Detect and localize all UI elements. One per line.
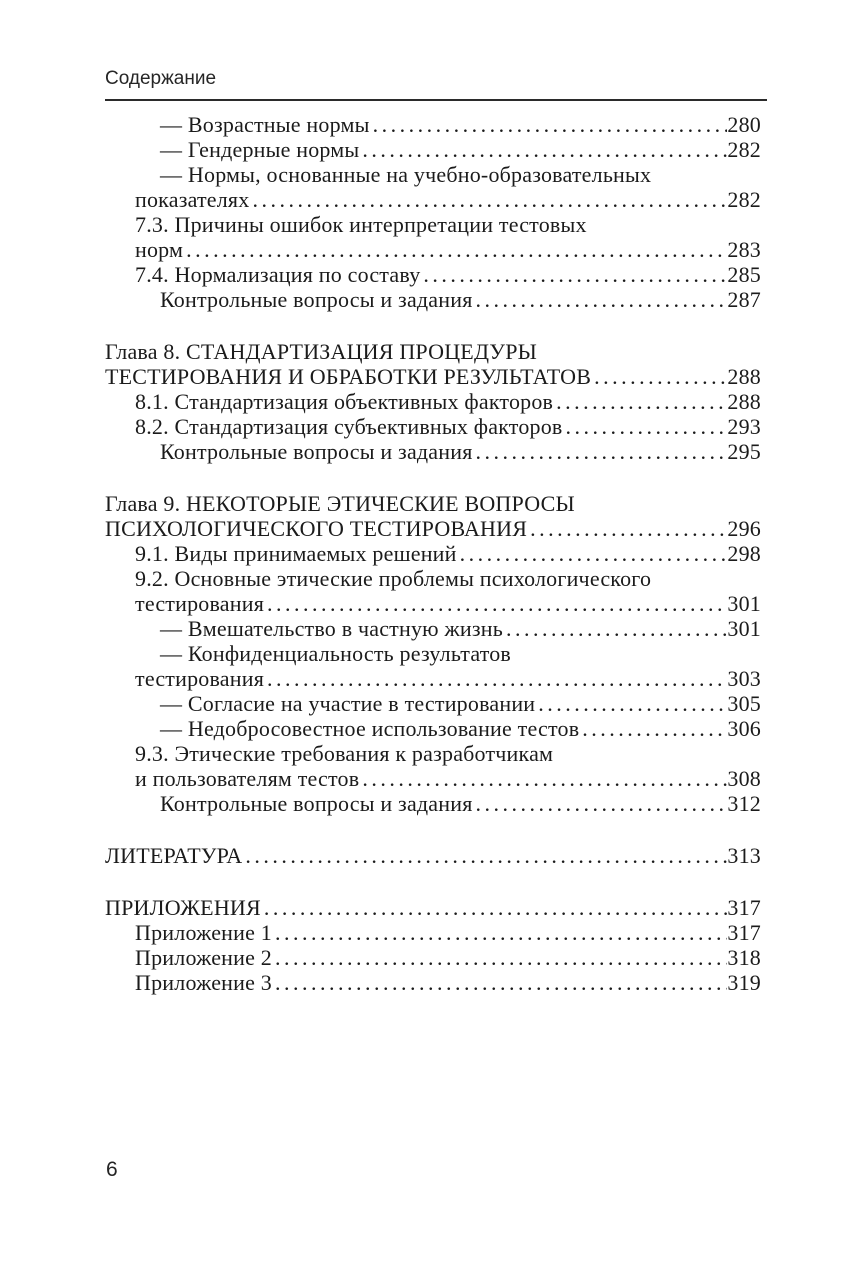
toc-entry bbox=[105, 516, 767, 541]
dot-leader bbox=[186, 237, 727, 262]
dot-leader bbox=[594, 364, 727, 389]
toc-entry bbox=[105, 137, 767, 162]
dot-leader bbox=[373, 112, 728, 137]
toc-entry bbox=[105, 666, 767, 691]
toc-entry-page: 282 bbox=[727, 187, 761, 212]
dot-leader bbox=[476, 791, 728, 816]
dot-leader bbox=[476, 439, 728, 464]
toc-entry bbox=[105, 541, 767, 566]
toc-entry-text: тестирования bbox=[135, 666, 265, 691]
toc-entry-text: 7.4. Нормализация по составу bbox=[135, 262, 421, 287]
toc-entry-text: — Согласие на участие в тестировании bbox=[160, 691, 536, 716]
toc-entry-page: 303 bbox=[727, 666, 761, 691]
toc-group bbox=[105, 895, 767, 995]
toc-entry-page: 318 bbox=[727, 945, 761, 970]
toc-entry-text: ПСИХОЛОГИЧЕСКОГО ТЕСТИРОВАНИЯ bbox=[105, 516, 528, 541]
dot-leader bbox=[566, 414, 728, 439]
toc-group bbox=[105, 112, 767, 312]
toc-entry-text: Приложение 2 bbox=[135, 945, 272, 970]
toc-entry-page: 287 bbox=[727, 287, 761, 312]
toc-entry bbox=[105, 791, 767, 816]
toc-entry-text: 9.1. Виды принимаемых решений bbox=[135, 541, 457, 566]
toc-entry bbox=[105, 491, 767, 516]
toc-entry bbox=[105, 616, 767, 641]
toc-entry-text: — Нормы, основанные на учебно-образовательных bbox=[160, 162, 652, 187]
toc-entry bbox=[105, 641, 767, 666]
dot-leader bbox=[460, 541, 728, 566]
toc-entry-text: — Конфиденциальность результатов bbox=[160, 641, 512, 666]
toc-entry-text: Глава 8. СТАНДАРТИЗАЦИЯ ПРОЦЕДУРЫ bbox=[105, 339, 538, 364]
toc-entry-text: 8.1. Стандартизация объективных факторов bbox=[135, 389, 554, 414]
toc-entry-page: 280 bbox=[727, 112, 761, 137]
toc-entry bbox=[105, 691, 767, 716]
dot-leader bbox=[264, 895, 728, 920]
toc-entry bbox=[105, 439, 767, 464]
dot-leader bbox=[538, 691, 727, 716]
dot-leader bbox=[362, 137, 727, 162]
toc-entry-text: ПРИЛОЖЕНИЯ bbox=[105, 895, 261, 920]
toc-entry-page: 308 bbox=[727, 766, 761, 791]
toc-group bbox=[105, 339, 767, 464]
toc-entry-page: 285 bbox=[727, 262, 761, 287]
dot-leader bbox=[556, 389, 727, 414]
toc-entry bbox=[105, 843, 767, 868]
toc-entry-page: 317 bbox=[727, 895, 761, 920]
dot-leader bbox=[423, 262, 727, 287]
dot-leader bbox=[267, 591, 727, 616]
toc-entry-page: 283 bbox=[727, 237, 761, 262]
toc-entry-page: 313 bbox=[727, 843, 761, 868]
toc-entry bbox=[105, 566, 767, 591]
toc-entry-page: 296 bbox=[727, 516, 761, 541]
toc-entry-text: Контрольные вопросы и задания bbox=[160, 287, 473, 312]
toc-entry-page: 301 bbox=[727, 591, 761, 616]
toc-entry-text: 7.3. Причины ошибок интерпретации тестовых bbox=[135, 212, 587, 237]
toc-entry-text: Контрольные вопросы и задания bbox=[160, 791, 473, 816]
dot-leader bbox=[275, 970, 727, 995]
dot-leader bbox=[275, 920, 727, 945]
toc-entry-page: 288 bbox=[727, 389, 761, 414]
toc-entry bbox=[105, 716, 767, 741]
toc-entry-page: 317 bbox=[727, 920, 761, 945]
toc-entry-text: ЛИТЕРАТУРА bbox=[105, 843, 243, 868]
toc-group bbox=[105, 491, 767, 816]
toc-entry-text: Приложение 3 bbox=[135, 970, 272, 995]
toc-entry-text: Глава 9. НЕКОТОРЫЕ ЭТИЧЕСКИЕ ВОПРОСЫ bbox=[105, 491, 575, 516]
toc-entry bbox=[105, 945, 767, 970]
dot-leader bbox=[506, 616, 727, 641]
toc-entry bbox=[105, 339, 767, 364]
toc-entry-page: 319 bbox=[727, 970, 761, 995]
dot-leader bbox=[275, 945, 727, 970]
toc-entry-page: 298 bbox=[727, 541, 761, 566]
toc-entry-page: 295 bbox=[727, 439, 761, 464]
toc-entry-page: 282 bbox=[727, 137, 761, 162]
toc-entry-text: 9.3. Этические требования к разработчикам bbox=[135, 741, 554, 766]
toc-entry bbox=[105, 212, 767, 237]
toc-entry-page: 288 bbox=[727, 364, 761, 389]
dot-leader bbox=[362, 766, 727, 791]
toc-entry-page: 312 bbox=[727, 791, 761, 816]
toc-entry-text: 8.2. Стандартизация субъективных факторов bbox=[135, 414, 563, 439]
toc-entry-text: — Вмешательство в частную жизнь bbox=[160, 616, 503, 641]
toc-entry bbox=[105, 414, 767, 439]
toc-entry-text: и пользователям тестов bbox=[135, 766, 360, 791]
toc-entry-page: 301 bbox=[727, 616, 761, 641]
toc-entry bbox=[105, 262, 767, 287]
toc-entry bbox=[105, 287, 767, 312]
toc-entry bbox=[105, 389, 767, 414]
dot-leader bbox=[252, 187, 727, 212]
toc-entry-text: Контрольные вопросы и задания bbox=[160, 439, 473, 464]
toc-entry-text: норм bbox=[135, 237, 184, 262]
toc-entry bbox=[105, 112, 767, 137]
toc-entry bbox=[105, 895, 767, 920]
toc-entry bbox=[105, 920, 767, 945]
toc-entry-page: 306 bbox=[727, 716, 761, 741]
dot-leader bbox=[530, 516, 727, 541]
toc-entry bbox=[105, 591, 767, 616]
toc-entry bbox=[105, 187, 767, 212]
toc-entry-text: показателях bbox=[135, 187, 250, 212]
running-header: Содержание bbox=[105, 68, 767, 101]
toc-entry bbox=[105, 970, 767, 995]
toc-entry bbox=[105, 237, 767, 262]
page-number: 6 bbox=[106, 1158, 118, 1181]
dot-leader bbox=[245, 843, 727, 868]
toc-entry bbox=[105, 766, 767, 791]
toc-entry-page: 305 bbox=[727, 691, 761, 716]
toc-entry bbox=[105, 741, 767, 766]
dot-leader bbox=[582, 716, 727, 741]
toc-entry-page: 293 bbox=[727, 414, 761, 439]
toc-entry-text: 9.2. Основные этические проблемы психологического bbox=[135, 566, 652, 591]
toc-entry-text: — Гендерные нормы bbox=[160, 137, 360, 162]
toc-entry-text: Приложение 1 bbox=[135, 920, 272, 945]
toc bbox=[105, 112, 767, 995]
toc-group bbox=[105, 843, 767, 868]
toc-entry bbox=[105, 364, 767, 389]
toc-entry-text: — Недобросовестное использование тестов bbox=[160, 716, 580, 741]
toc-entry-text: ТЕСТИРОВАНИЯ И ОБРАБОТКИ РЕЗУЛЬТАТОВ bbox=[105, 364, 592, 389]
dot-leader bbox=[267, 666, 727, 691]
toc-entry-text: тестирования bbox=[135, 591, 265, 616]
toc-entry-text: — Возрастные нормы bbox=[160, 112, 370, 137]
dot-leader bbox=[476, 287, 728, 312]
toc-entry bbox=[105, 162, 767, 187]
